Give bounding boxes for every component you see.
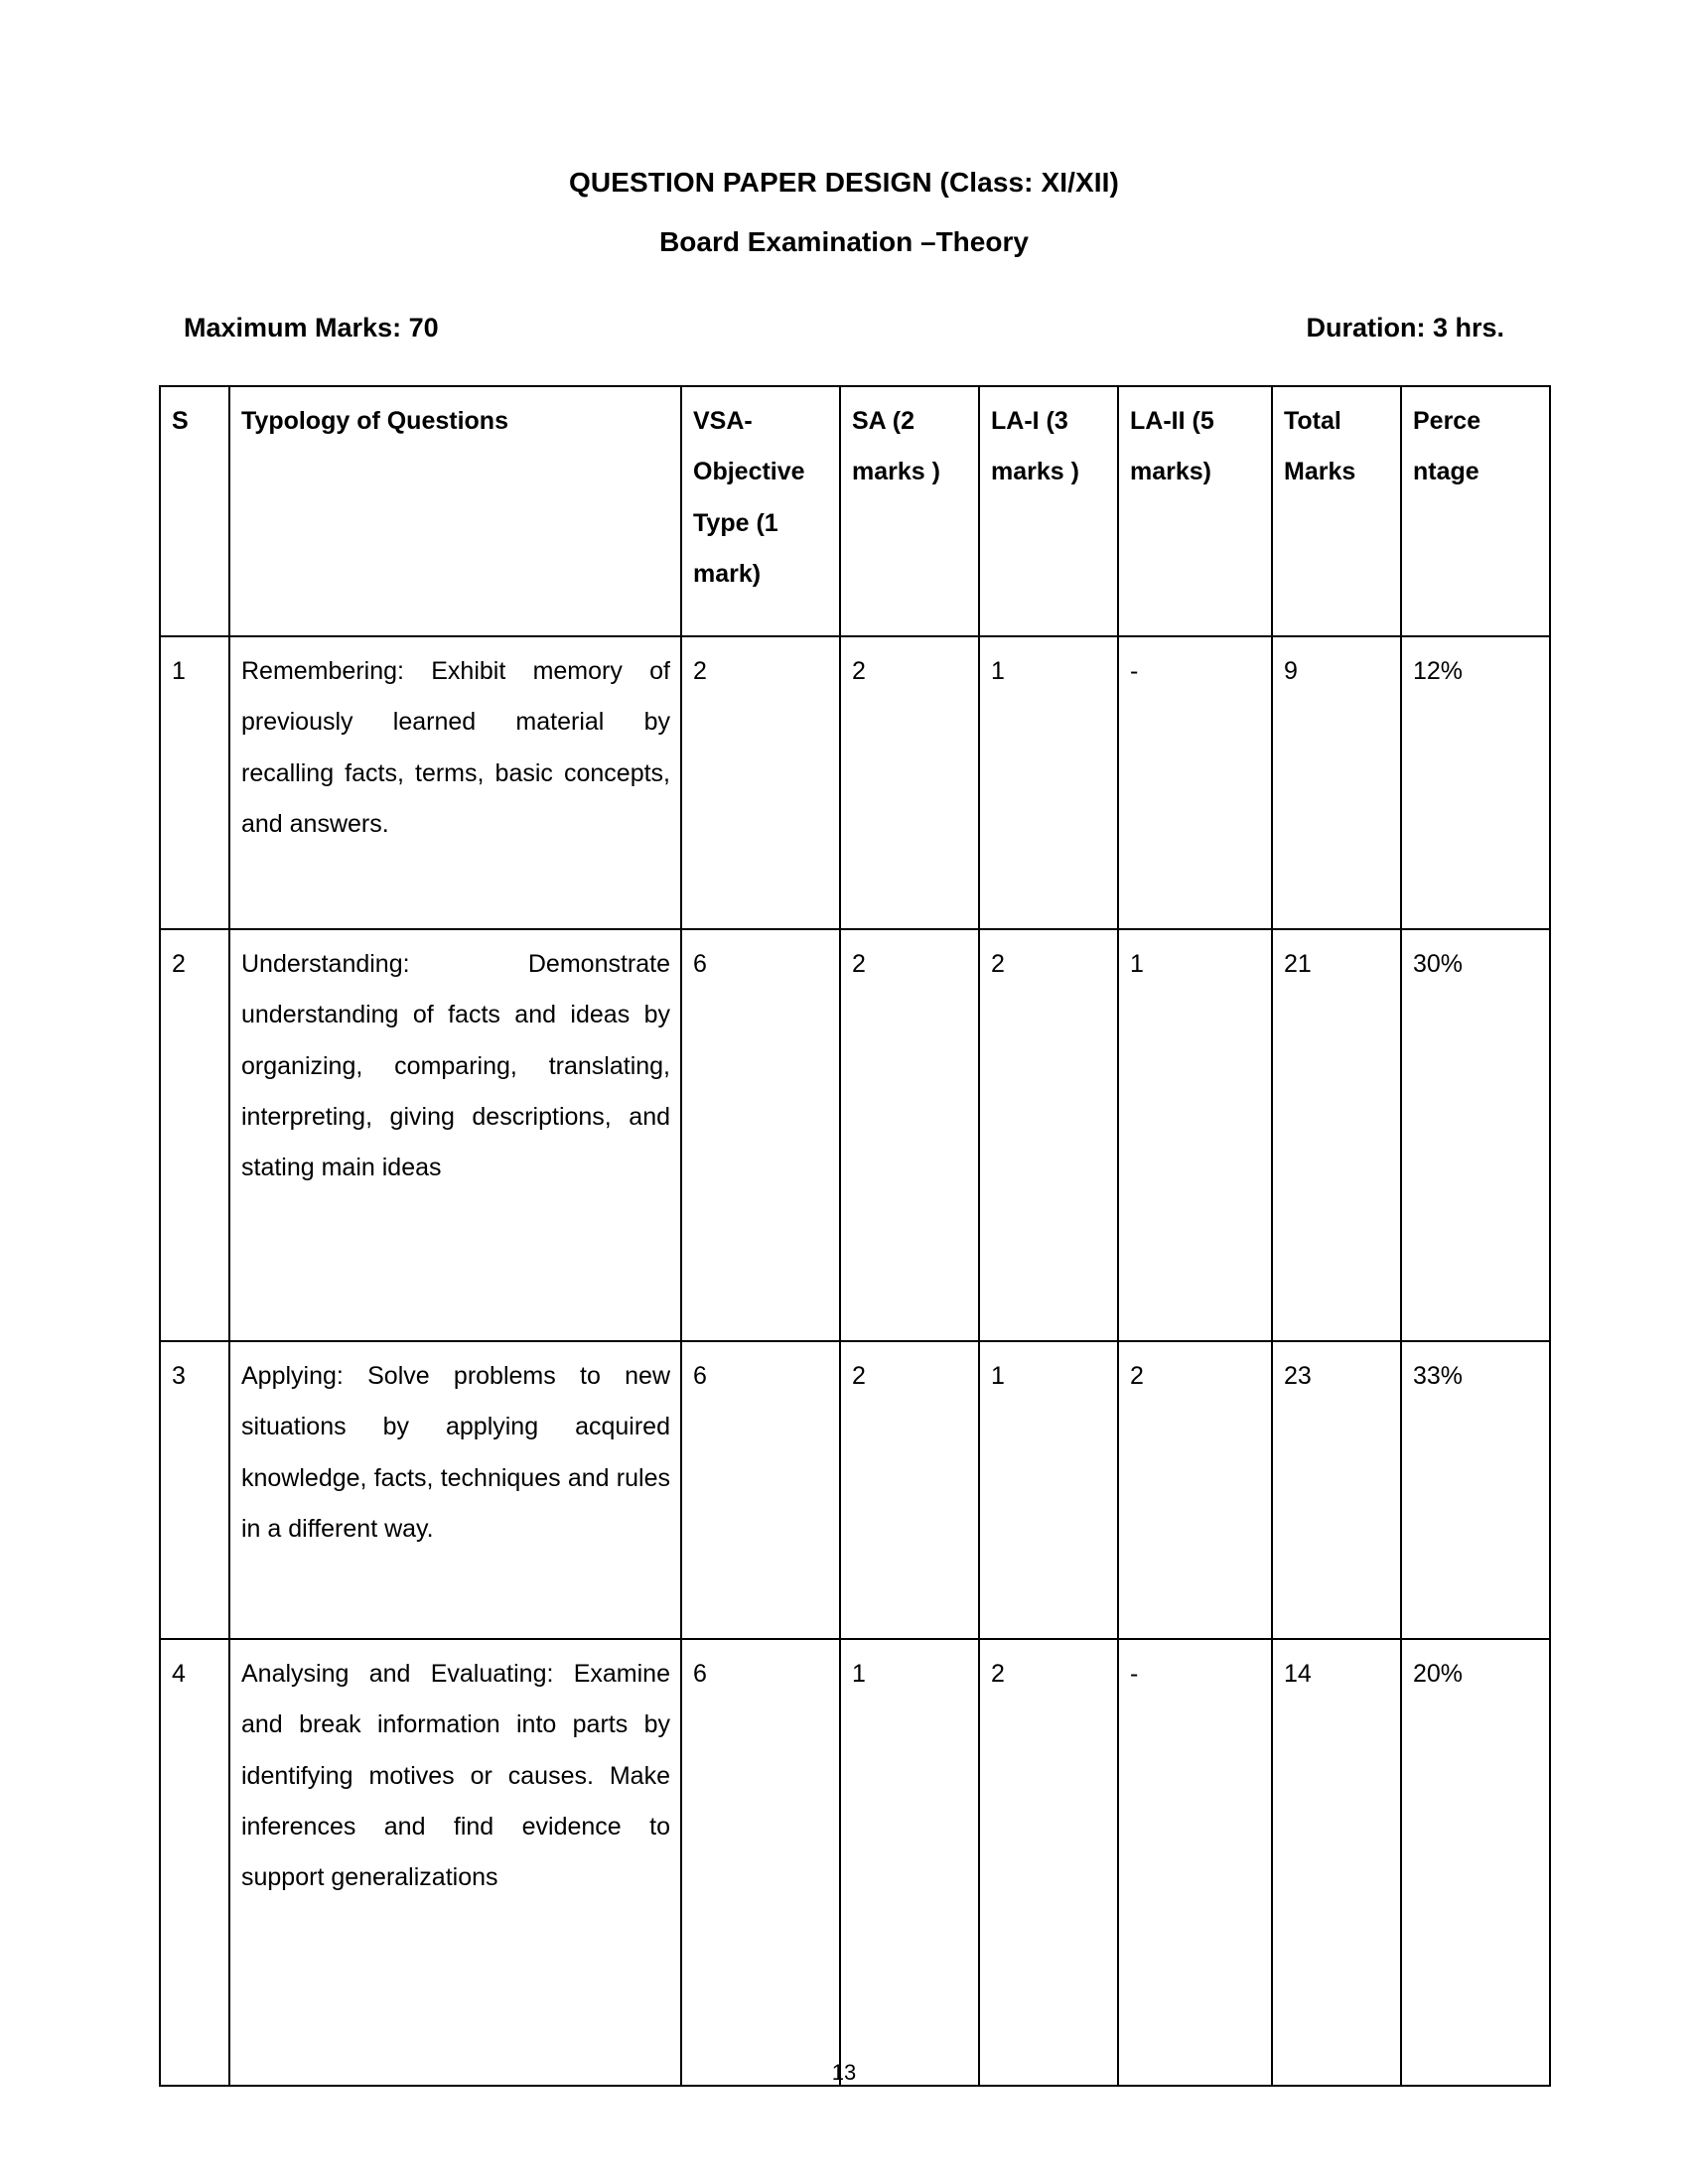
cell-sl: 1 xyxy=(160,636,229,929)
cell-total: 9 xyxy=(1272,636,1401,929)
cell-percentage: 33% xyxy=(1401,1341,1550,1639)
cell-la2: 2 xyxy=(1118,1341,1272,1639)
cell-la1: 1 xyxy=(979,1341,1118,1639)
cell-sa: 2 xyxy=(840,636,979,929)
cell-sl: 2 xyxy=(160,929,229,1341)
cell-total: 14 xyxy=(1272,1639,1401,2086)
cell-typology: Applying: Solve problems to new situations by applying acquired knowledge, facts, techniques and rules in a different way. xyxy=(229,1341,681,1639)
cell-vsa: 6 xyxy=(681,1639,840,2086)
cell-vsa: 6 xyxy=(681,1341,840,1639)
table-row xyxy=(160,1639,1550,2086)
cell-total: 23 xyxy=(1272,1341,1401,1639)
cell-typology: Understanding: Demonstrate understanding of facts and ideas by organizing, comparing, translating, interpreting, giving descriptions, and stating main ideas xyxy=(229,929,681,1341)
cell-la1: 2 xyxy=(979,1639,1118,2086)
cell-total: 21 xyxy=(1272,929,1401,1341)
column-header-sa: SA (2 marks ) xyxy=(840,386,979,636)
question-paper-design-table xyxy=(159,385,1551,2087)
cell-la2: - xyxy=(1118,636,1272,929)
cell-typology: Remembering: Exhibit memory of previously learned material by recalling facts, terms, basic concepts, and answers. xyxy=(229,636,681,929)
page-number: 13 xyxy=(831,2060,857,2085)
table-row xyxy=(160,636,1550,929)
cell-vsa: 2 xyxy=(681,636,840,929)
column-header-la2: LA-II (5 marks) xyxy=(1118,386,1272,636)
page-title: QUESTION PAPER DESIGN (Class: XI/XII) xyxy=(569,167,1119,198)
cell-sa: 2 xyxy=(840,929,979,1341)
column-header-percentage: Perce ntage xyxy=(1401,386,1550,636)
table-row xyxy=(160,929,1550,1341)
maximum-marks-label: Maximum Marks: 70 xyxy=(184,313,439,342)
cell-percentage: 30% xyxy=(1401,929,1550,1341)
duration-label: Duration: 3 hrs. xyxy=(1306,313,1504,342)
column-header-sl: S xyxy=(160,386,229,636)
cell-sl: 4 xyxy=(160,1639,229,2086)
table-row xyxy=(160,1341,1550,1639)
column-header-typology: Typology of Questions xyxy=(229,386,681,636)
cell-la1: 2 xyxy=(979,929,1118,1341)
title-block xyxy=(0,169,1688,256)
cell-la2: 1 xyxy=(1118,929,1272,1341)
cell-percentage: 12% xyxy=(1401,636,1550,929)
cell-typology: Analysing and Evaluating: Examine and break information into parts by identifying motives or causes. Make inferences and find evidence to support generalizations xyxy=(229,1639,681,2086)
column-header-la1: LA-I (3 marks ) xyxy=(979,386,1118,636)
question-paper-design-table-wrapper xyxy=(159,385,1549,2087)
cell-la1: 1 xyxy=(979,636,1118,929)
column-header-total: Total Marks xyxy=(1272,386,1401,636)
cell-la2: - xyxy=(1118,1639,1272,2086)
cell-sa: 1 xyxy=(840,1639,979,2086)
page-subtitle: Board Examination –Theory xyxy=(659,226,1029,257)
cell-percentage: 20% xyxy=(1401,1639,1550,2086)
exam-meta-row xyxy=(184,313,1504,343)
table-header-row xyxy=(160,386,1550,636)
cell-sl: 3 xyxy=(160,1341,229,1639)
column-header-vsa: VSA-Objective Type (1 mark) xyxy=(681,386,840,636)
cell-sa: 2 xyxy=(840,1341,979,1639)
cell-vsa: 6 xyxy=(681,929,840,1341)
